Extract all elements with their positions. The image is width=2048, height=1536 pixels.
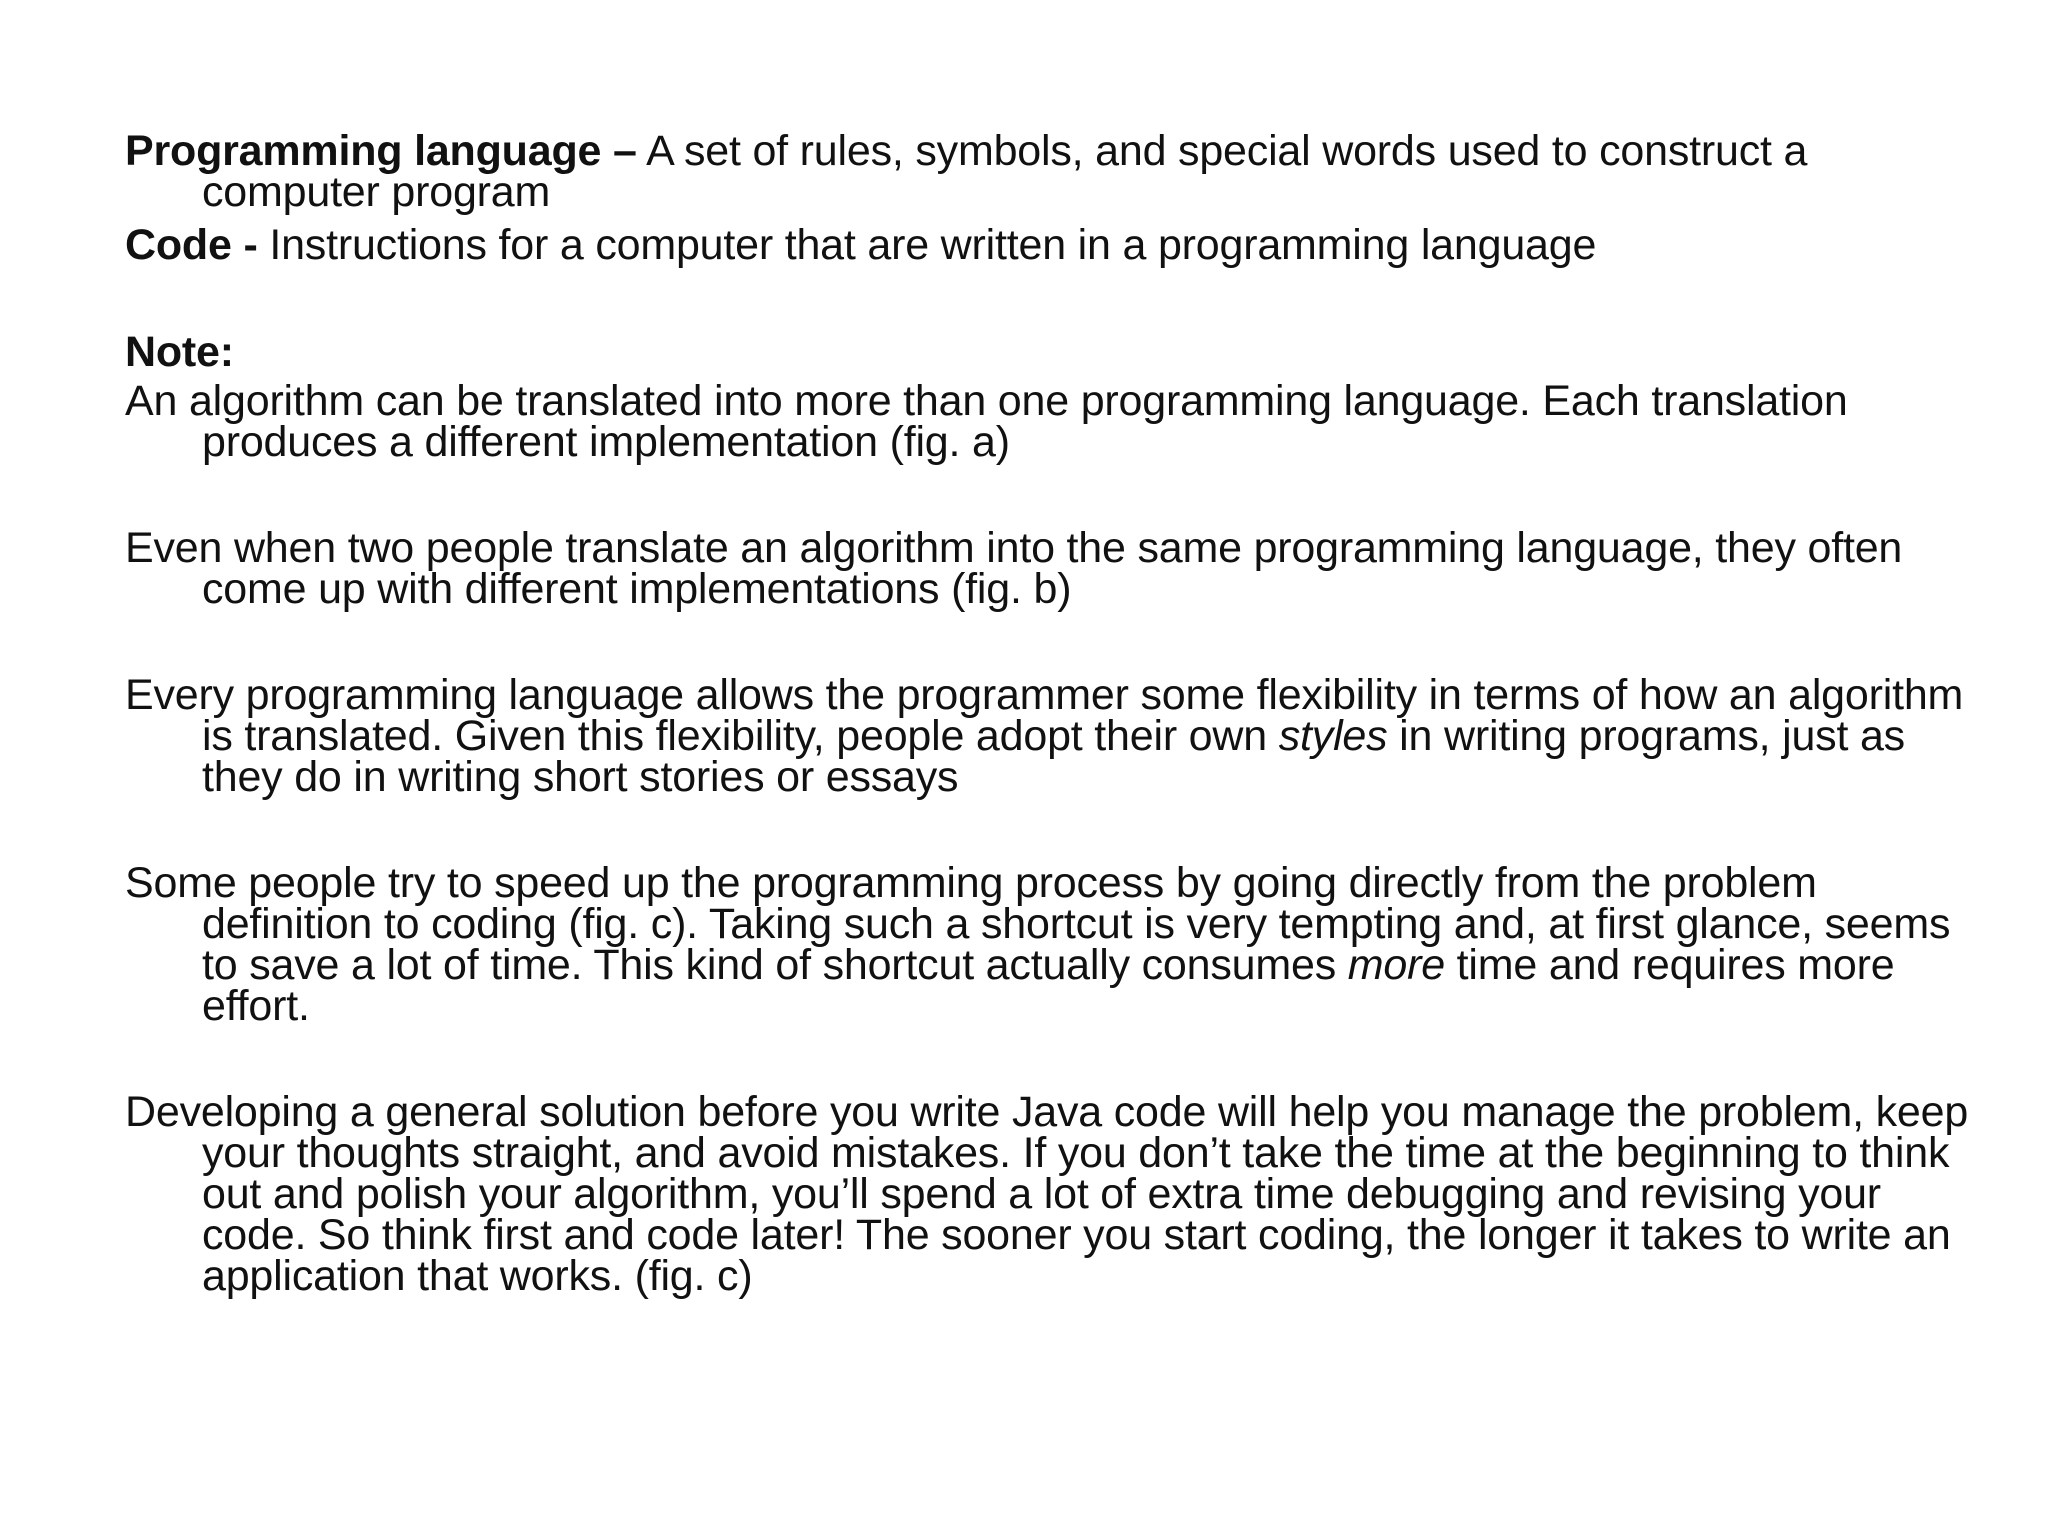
paragraph-styles-after: in writing programs, just as they do in writing short stories or essays	[202, 712, 1905, 801]
definition-text-programming-language: A set of rules, symbols, and special words used to construct a computer program	[202, 127, 1808, 216]
term-programming-language: Programming language –	[125, 127, 637, 175]
paragraph-styles	[125, 671, 1975, 801]
paragraph-translation: An algorithm can be translated into more than one programming language. Each translation produces a different implementation (fig. a)	[125, 377, 1848, 466]
paragraph-shortcut-emphasis: more	[1347, 941, 1445, 989]
definition-programming-language	[125, 127, 1975, 216]
paragraph-styles-emphasis: styles	[1278, 712, 1388, 760]
paragraph-different-implementations: Even when two people translate an algorithm into the same programming language, they often come up with different implementations (fig. b)	[125, 524, 1903, 613]
definition-code	[125, 221, 1975, 269]
paragraph-shortcut-before: Some people try to speed up the programming process by going directly from the problem definition to coding (fig. c). Taking such a shortcut is very tempting and, at first glance, seems to save a lot of time. This kind of shortcut actually consumes	[125, 859, 1951, 989]
slide-content	[125, 127, 1975, 1300]
paragraph-styles-before: Every programming language allows the programmer some flexibility in terms of how an algorithm is translated. Given this flexibility, people adopt their own	[125, 671, 1964, 760]
paragraph-shortcut	[125, 859, 1975, 1030]
paragraph-shortcut-after: time and requires more effort.	[202, 941, 1895, 1030]
definition-text-code: Instructions for a computer that are written in a programming language	[257, 221, 1597, 269]
paragraph-general-solution: Developing a general solution before you write Java code will help you manage the problem, keep your thoughts straight, and avoid mistakes. If you don’t take the time at the beginning to think out and polish your algorithm, you’ll spend a lot of extra time debugging and revising your code. So think first and code later! The sooner you start coding, the longer it takes to write an application that works. (fig. c)	[125, 1088, 1969, 1300]
term-code: Code -	[125, 221, 258, 269]
note-heading: Note:	[125, 328, 234, 376]
